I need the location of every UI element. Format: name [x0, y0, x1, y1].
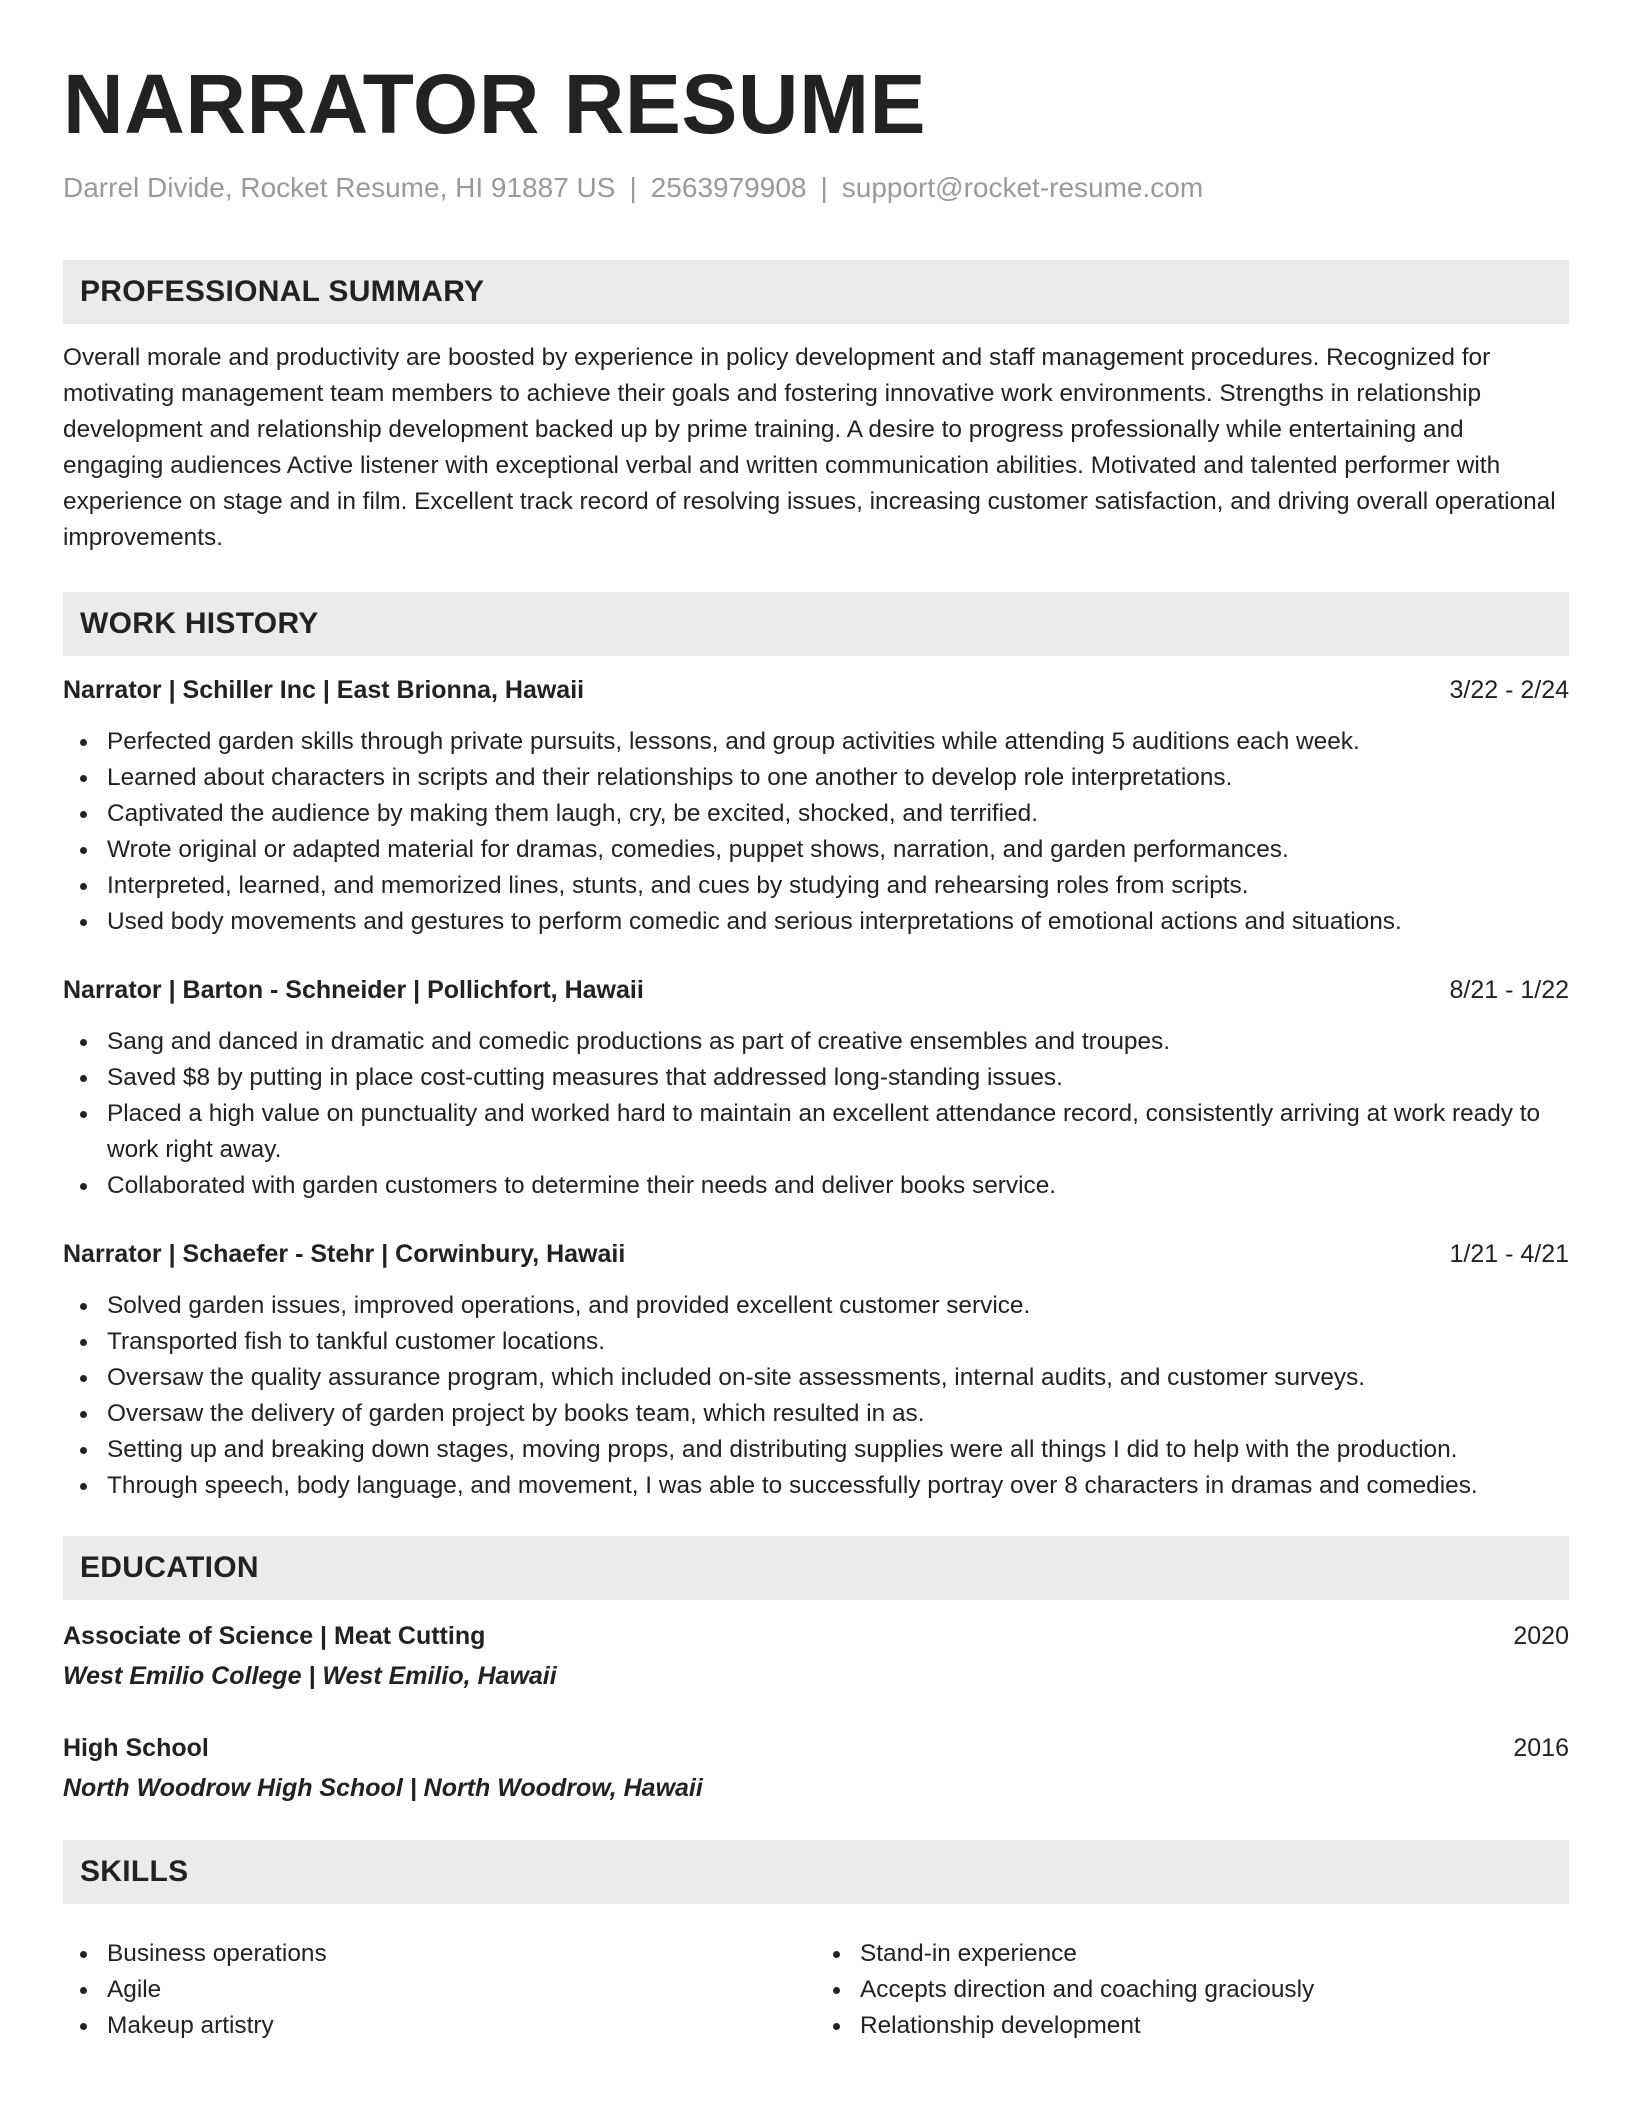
list-item: Interpreted, learned, and memorized lines, stunts, and cues by studying and rehearsing roles from scripts. — [63, 868, 1569, 904]
contact-email: support@rocket-resume.com — [841, 172, 1204, 203]
education-year: 2020 — [1513, 1622, 1569, 1650]
education-degree: Associate of Science | Meat Cutting — [63, 1622, 486, 1650]
list-item: Agile — [63, 1972, 816, 2008]
list-item: Transported fish to tankful customer locations. — [63, 1324, 1569, 1360]
job-bullets — [63, 724, 1569, 940]
list-item: Used body movements and gestures to perform comedic and serious interpretations of emotional actions and situations. — [63, 904, 1569, 940]
job-dates: 3/22 - 2/24 — [1449, 676, 1569, 704]
education-school: West Emilio College | West Emilio, Hawaii — [63, 1662, 557, 1690]
list-item: Collaborated with garden customers to determine their needs and deliver books service. — [63, 1168, 1569, 1204]
contact-phone: 2563979908 — [650, 172, 807, 203]
list-item: Saved $8 by putting in place cost-cutting measures that addressed long-standing issues. — [63, 1060, 1569, 1096]
list-item: Wrote original or adapted material for dramas, comedies, puppet shows, narration, and garden performances. — [63, 832, 1569, 868]
education-degree: High School — [63, 1734, 209, 1762]
summary-text: Overall morale and productivity are boosted by experience in policy development and staff management procedures. Recognized for motivating management team members to achieve their goals and fostering innovative work environments. Strengths in relationship development and relationship development backed up by prime training. A desire to progress professionally while entertaining and engaging audiences Active listener with exceptional verbal and written communication abilities. Motivated and talented performer with experience on stage and in film. Excellent track record of resolving issues, increasing customer satisfaction, and driving overall operational improvements. — [63, 344, 1556, 551]
list-item: Relationship development — [816, 2008, 1569, 2044]
skills-list-left — [63, 1936, 816, 2044]
list-item: Placed a high value on punctuality and worked hard to maintain an excellent attendance record, consistently arriving at work ready to work right away. — [63, 1096, 1569, 1168]
list-item: Business operations — [63, 1936, 816, 1972]
contact-address: Darrel Divide, Rocket Resume, HI 91887 US — [63, 172, 616, 203]
list-item: Oversaw the delivery of garden project by books team, which resulted in as. — [63, 1396, 1569, 1432]
list-item: Perfected garden skills through private pursuits, lessons, and group activities while attending 5 auditions each week. — [63, 724, 1569, 760]
job-header — [63, 972, 1569, 1008]
list-item: Accepts direction and coaching graciously — [816, 1972, 1569, 2008]
job-title: Narrator | Schaefer - Stehr | Corwinbury, Hawaii — [63, 1240, 626, 1268]
list-item: Oversaw the quality assurance program, which included on-site assessments, internal audits, and customer surveys. — [63, 1360, 1569, 1396]
education-header — [63, 1618, 1569, 1654]
job-dates: 1/21 - 4/21 — [1449, 1240, 1569, 1268]
job-header — [63, 1236, 1569, 1272]
education-school: North Woodrow High School | North Woodrow, Hawaii — [63, 1774, 703, 1802]
job-entry — [63, 972, 1569, 1204]
contact-line — [63, 168, 1569, 208]
job-title: Narrator | Schiller Inc | East Brionna, Hawaii — [63, 676, 585, 704]
job-bullets — [63, 1288, 1569, 1504]
job-entry — [63, 1236, 1569, 1504]
list-item: Setting up and breaking down stages, moving props, and distributing supplies were all things I did to help with the production. — [63, 1432, 1569, 1468]
list-item: Sang and danced in dramatic and comedic productions as part of creative ensembles and troupes. — [63, 1024, 1569, 1060]
education-entry — [63, 1618, 1569, 1694]
section-heading-skills: SKILLS — [63, 1840, 1569, 1904]
skills-columns — [63, 1920, 1569, 2044]
education-header — [63, 1730, 1569, 1766]
skills-list-right — [816, 1936, 1569, 2044]
education-entry — [63, 1730, 1569, 1806]
section-heading-work: WORK HISTORY — [63, 592, 1569, 656]
list-item: Solved garden issues, improved operations, and provided excellent customer service. — [63, 1288, 1569, 1324]
job-dates: 8/21 - 1/22 — [1449, 976, 1569, 1004]
job-header — [63, 672, 1569, 708]
list-item: Stand-in experience — [816, 1936, 1569, 1972]
list-item: Makeup artistry — [63, 2008, 816, 2044]
list-item: Captivated the audience by making them laugh, cry, be excited, shocked, and terrified. — [63, 796, 1569, 832]
job-title: Narrator | Barton - Schneider | Pollichfort, Hawaii — [63, 976, 644, 1004]
job-entry — [63, 672, 1569, 940]
section-heading-summary: PROFESSIONAL SUMMARY — [63, 260, 1569, 324]
contact-separator: | — [629, 172, 637, 203]
list-item: Through speech, body language, and movement, I was able to successfully portray over 8 characters in dramas and comedies. — [63, 1468, 1569, 1504]
section-heading-education: EDUCATION — [63, 1536, 1569, 1600]
list-item: Learned about characters in scripts and their relationships to one another to develop role interpretations. — [63, 760, 1569, 796]
education-year: 2016 — [1513, 1734, 1569, 1762]
contact-separator: | — [820, 172, 828, 203]
resume-title: NARRATOR RESUME — [63, 57, 927, 151]
job-bullets — [63, 1024, 1569, 1204]
